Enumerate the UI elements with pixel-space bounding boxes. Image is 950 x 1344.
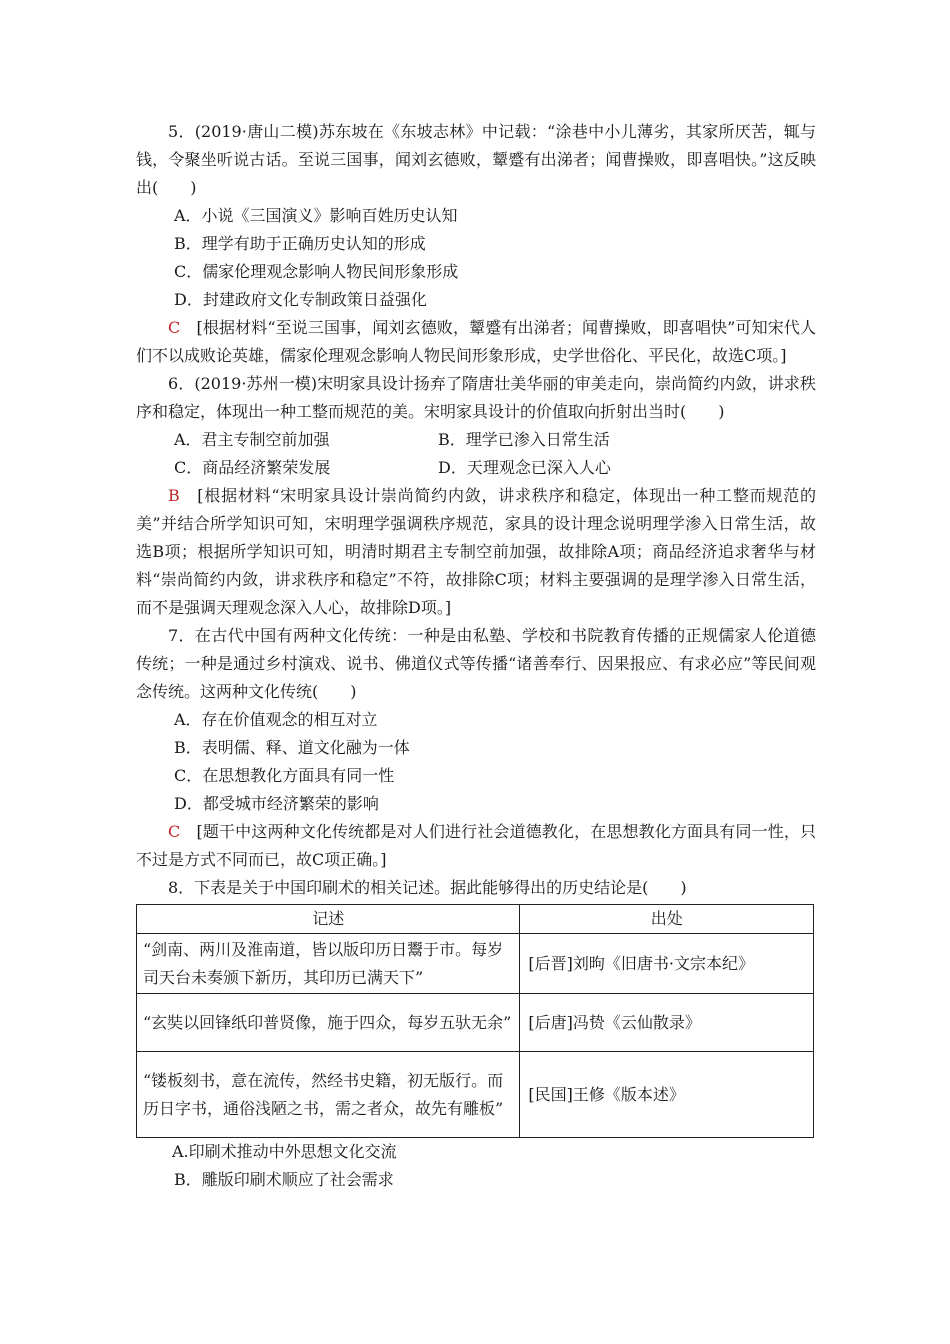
q6-option-d: D．天理观念已深入人心 (438, 458, 611, 477)
q6-answer-block (136, 482, 816, 622)
q6-option-b: B．理学已渗入日常生活 (438, 430, 610, 449)
q7-answer-letter: C (168, 822, 181, 841)
q7-answer-block (136, 818, 816, 874)
exam-page (136, 118, 816, 1194)
question-6-stem: 6．(2019·苏州一模)宋明家具设计扬弃了隋唐壮美华丽的审美走向，崇尚简约内敛，讲求秩序和稳定，体现出一种工整而规范的美。宋明家具设计的价值取向折射出当时( ) (136, 374, 816, 421)
q7-option-b: B．表明儒、释、道文化融为一体 (174, 738, 410, 757)
source-cell: [民国]王修《版本述》 (520, 1052, 814, 1138)
q6-options-row-2 (136, 454, 816, 482)
question-6 (136, 370, 816, 622)
q6-explanation: [根据材料“宋明家具设计崇尚简约内敛，讲求秩序和稳定，体现出一种工整而规范的美”并结合所学知识可知，宋明理学强调秩序规范，家具的设计理念说明理学渗入日常生活，故选B项；根据所学知识可知，明清时期君主专制空前加强，故排除A项；商品经济追求奢华与材料“崇尚简约内敛，讲求秩序和稳定”不符，故排除C项；材料主要强调的是理学渗入日常生活，而不是强调天理观念深入人心，故排除D项。] (136, 486, 816, 617)
q5-explanation: [根据材料“至说三国事，闻刘玄德败，颦蹙有出涕者；闻曹操败，即喜唱快”可知宋代人们不以成败论英雄，儒家伦理观念影响人物民间形象形成，史学世俗化、平民化，故选C项。] (136, 318, 816, 365)
q7-explanation: [题干中这两种文化传统都是对人们进行社会道德教化，在思想教化方面具有同一性，只不过是方式不同而已，故C项正确。] (136, 822, 816, 869)
q8-option-a: A.印刷术推动中外思想文化交流 (172, 1142, 397, 1161)
table-header-row (137, 905, 814, 934)
table-row (137, 1052, 814, 1138)
record-cell: “玄奘以回锋纸印普贤像，施于四众，每岁五驮无余” (137, 994, 520, 1052)
record-cell: “剑南、两川及淮南道，皆以版印历日鬻于市。每岁司天台未奏颁下新历，其印历已满天下” (137, 934, 520, 994)
source-cell: [后唐]冯贽《云仙散录》 (520, 994, 814, 1052)
q7-option-c: C．在思想教化方面具有同一性 (174, 766, 395, 785)
q6-options-row-1 (136, 426, 816, 454)
question-7 (136, 622, 816, 874)
q6-option-c: C．商品经济繁荣发展 (174, 458, 331, 477)
q8-option-b: B．雕版印刷术顺应了社会需求 (174, 1170, 394, 1189)
header-record: 记述 (137, 905, 520, 934)
q5-answer-letter: C (168, 318, 181, 337)
q5-answer-block (136, 314, 816, 370)
q5-option-b: B．理学有助于正确历史认知的形成 (174, 234, 426, 253)
source-cell: [后晋]刘昫《旧唐书·文宗本纪》 (520, 934, 814, 994)
q7-option-a: A．存在价值观念的相互对立 (174, 710, 378, 729)
q6-answer-letter: B (168, 486, 180, 505)
table-row (137, 934, 814, 994)
q5-option-c: C．儒家伦理观念影响人物民间形象形成 (174, 262, 459, 281)
header-source: 出处 (520, 905, 814, 934)
q6-option-a: A．君主专制空前加强 (174, 430, 330, 449)
question-8 (136, 874, 816, 1194)
q7-option-d: D．都受城市经济繁荣的影响 (174, 794, 379, 813)
q5-option-d: D．封建政府文化专制政策日益强化 (174, 290, 427, 309)
record-cell: “镂板刻书，意在流传，然经书史籍，初无版行。而历日字书，通俗浅陋之书，需之者众，故先有雕板” (137, 1052, 520, 1138)
table-row (137, 994, 814, 1052)
question-5-stem: 5．(2019·唐山二模)苏东坡在《东坡志林》中记载：“涂巷中小儿薄劣，其家所厌苦，辄与钱，令聚坐听说古话。至说三国事，闻刘玄德败，颦蹙有出涕者；闻曹操败，即喜唱快。”这反映出( ) (136, 122, 816, 197)
question-5 (136, 118, 816, 370)
printing-records-table (136, 904, 814, 1138)
question-7-stem: 7．在古代中国有两种文化传统：一种是由私塾、学校和书院教育传播的正规儒家人伦道德传统；一种是通过乡村演戏、说书、佛道仪式等传播“诸善奉行、因果报应、有求必应”等民间观念传统。这两种文化传统( ) (136, 626, 816, 701)
question-8-stem: 8．下表是关于中国印刷术的相关记述。据此能够得出的历史结论是( ) (168, 878, 687, 897)
q5-option-a: A．小说《三国演义》影响百姓历史认知 (174, 206, 458, 225)
